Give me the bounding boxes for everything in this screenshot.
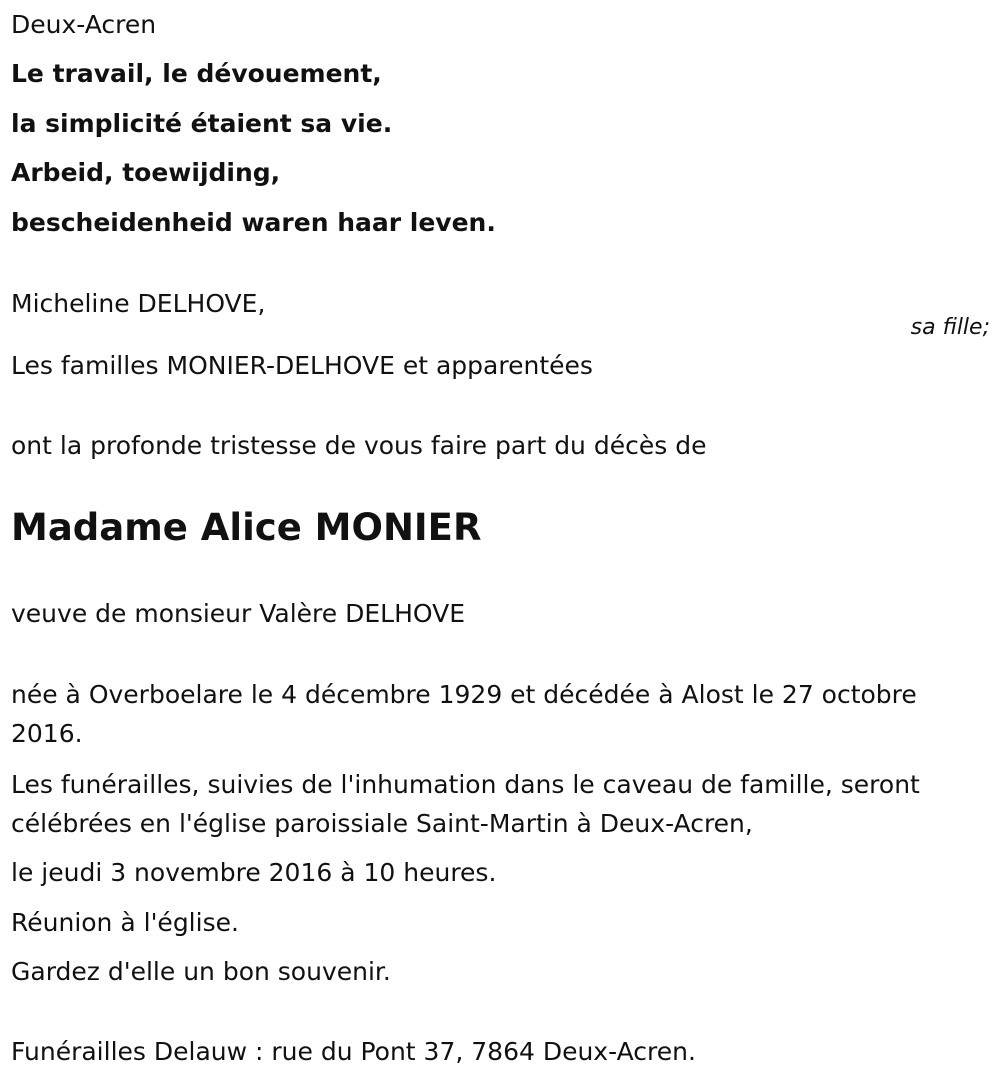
- location: Deux-Acren: [11, 10, 157, 39]
- deceased-name: Madame Alice MONIER: [11, 506, 482, 549]
- motto-line: Arbeid, toewijding,: [11, 158, 281, 187]
- funeral-home: Funérailles Delauw : rue du Pont 37, 7864 Deux-Acren.: [11, 1037, 696, 1066]
- mourner-families: Les familles MONIER-DELHOVE et apparentées: [11, 351, 593, 380]
- widow-of: veuve de monsieur Valère DELHOVE: [11, 599, 466, 628]
- motto-line: la simplicité étaient sa vie.: [11, 109, 393, 138]
- motto-line: bescheidenheid waren haar leven.: [11, 208, 496, 237]
- motto-line: Le travail, le dévouement,: [11, 59, 382, 88]
- announcement: ont la profonde tristesse de vous faire part du décès de: [11, 431, 707, 460]
- mourner-name: Micheline DELHOVE,: [11, 289, 266, 318]
- funeral-ceremony: Les funérailles, suivies de l'inhumation dans le caveau de famille, seront célébrées en l'église paroissiale Saint-Martin à Deux-Acren,: [11, 770, 920, 838]
- funeral-meeting: Réunion à l'église.: [11, 908, 239, 937]
- birth-death: née à Overboelare le 4 décembre 1929 et décédée à Alost le 27 octobre 2016.: [11, 680, 917, 748]
- funeral-remembrance: Gardez d'elle un bon souvenir.: [11, 957, 391, 986]
- mourner-relation: sa fille;: [910, 315, 990, 340]
- funeral-datetime: le jeudi 3 novembre 2016 à 10 heures.: [11, 858, 497, 887]
